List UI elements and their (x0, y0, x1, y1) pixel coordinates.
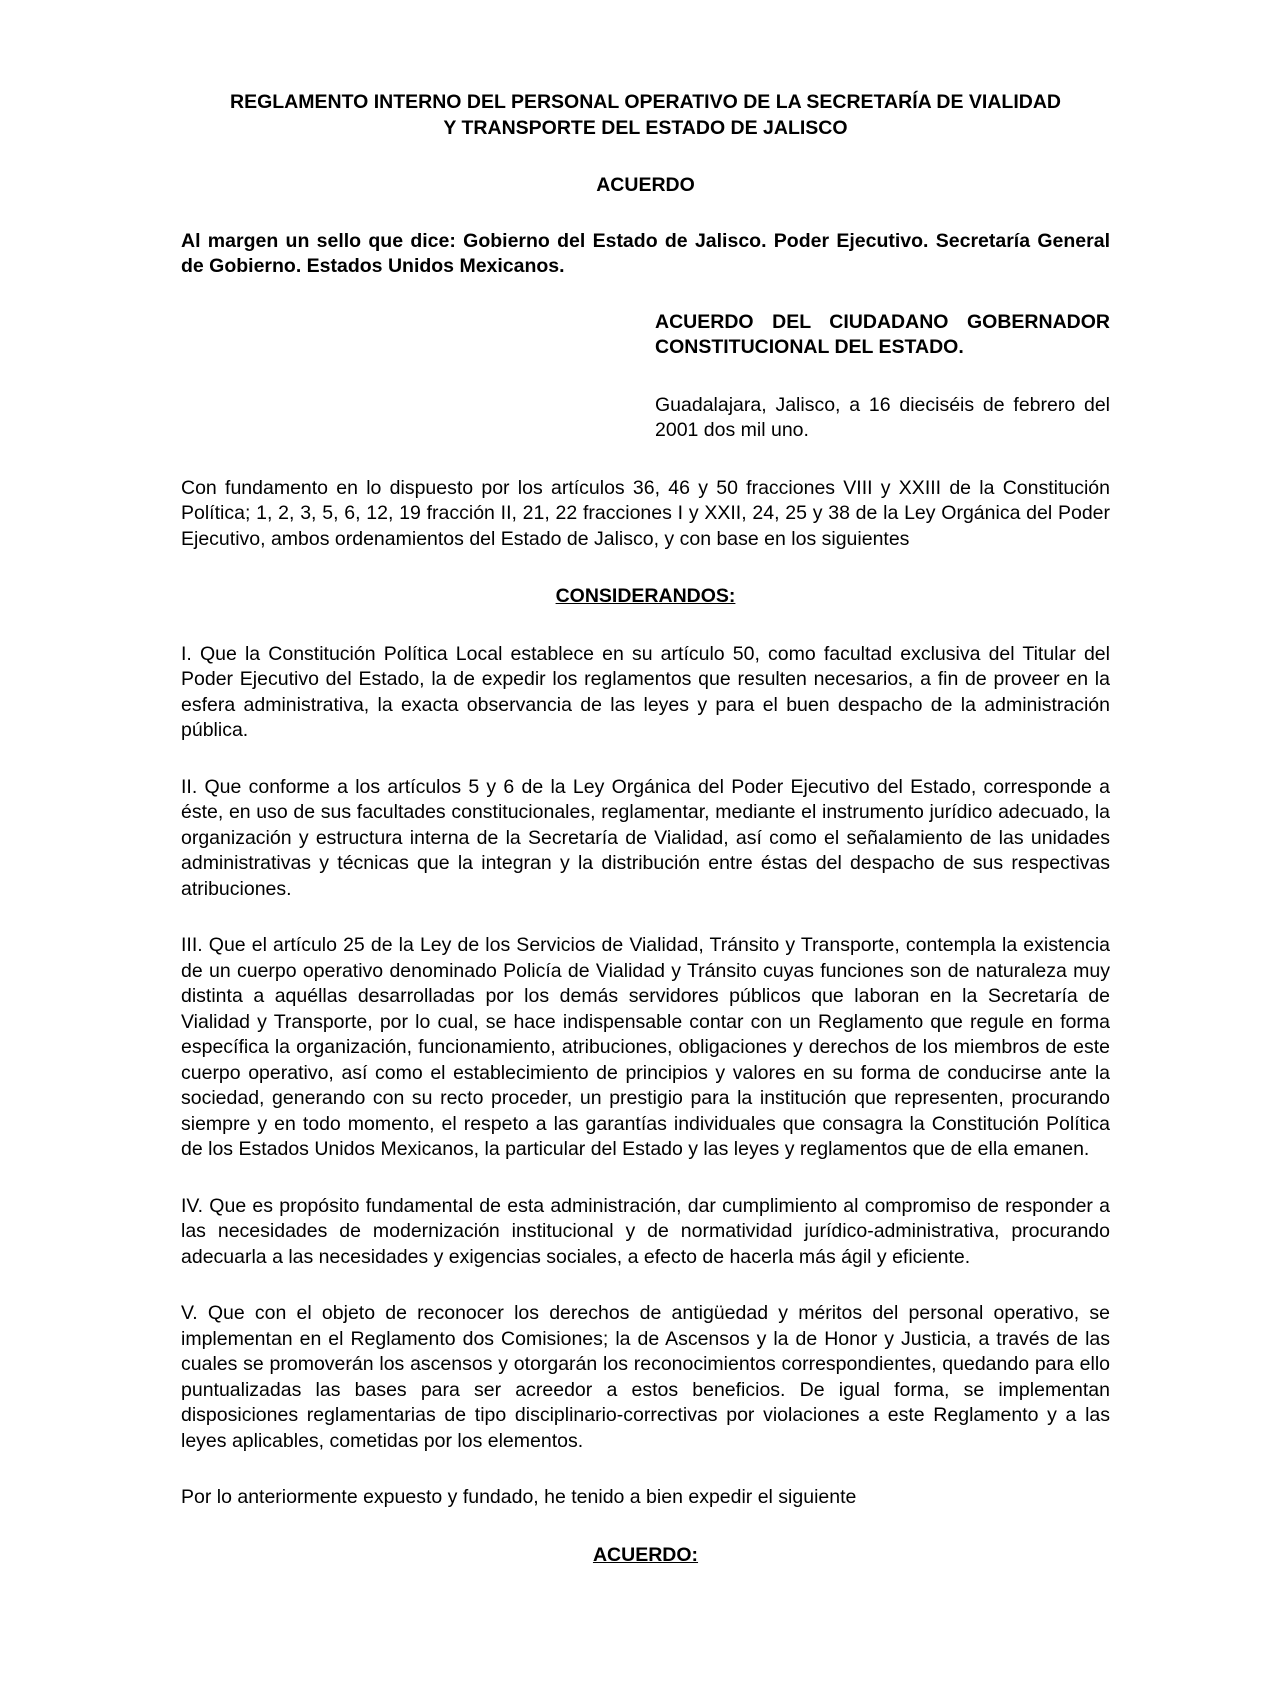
acuerdo-heading: ACUERDO (596, 174, 695, 196)
foundation-paragraph: Con fundamento en lo dispuesto por los artículos 36, 46 y 50 fracciones VIII y XXIII de la Constitución Política; 1, 2, 3, 5, 6, 12, 19 fracción II, 21, 22 fracciones I y XXII, 24, 25 y 38 de la Ley Orgánica del Poder Ejecutivo, ambos ordenamientos del Estado de Jalisco, y con base en los siguientes (181, 476, 1110, 550)
seal-text: Al margen un sello que dice: Gobierno del Estado de Jalisco. Poder Ejecutivo. Secretaría General de Gobierno. Estados Unidos Mexicanos. (181, 229, 1110, 277)
governor-heading: ACUERDO DEL CIUDADANO GOBERNADOR CONSTITUCIONAL DEL ESTADO. (655, 310, 1110, 358)
considerando-4: IV. Que es propósito fundamental de esta administración, dar cumplimiento al compromiso de responder a las necesidades de modernización institucional y de normatividad jurídico-administrativa, procurando adecuarla a las necesidades y exigencias sociales, a efecto de hacerla más ágil y eficiente. (181, 1194, 1110, 1268)
final-acuerdo-heading: ACUERDO: (592, 1543, 699, 1566)
document-page (181, 90, 1110, 1568)
closing-paragraph: Por lo anteriormente expuesto y fundado, he tenido a bien expedir el siguiente (181, 1486, 857, 1508)
considerando-3: III. Que el artículo 25 de la Ley de los Servicios de Vialidad, Tránsito y Transporte, contempla la existencia de un cuerpo operativo denominado Policía de Vialidad y Tránsito cuyas funciones son de naturaleza muy distinta a aquéllas desarrolladas por los demás servidores públicos que laboran en la Secretaría de Vialidad y Transporte, por lo cual, se hace indispensable contar con un Reglamento que regule en forma específica la organización, funcionamiento, atribuciones, obligaciones y derechos de los miembros de este cuerpo operativo, así como el establecimiento de principios y valores en su forma de conducirse ante la sociedad, generando con su recto proceder, un prestigio para la institución que representen, procurando siempre y en todo momento, el respeto a las garantías individuales que consagra la Constitución Política de los Estados Unidos Mexicanos, la particular del Estado y las leyes y reglamentos que de ella emanen. (181, 934, 1110, 1160)
document-title: REGLAMENTO INTERNO DEL PERSONAL OPERATIVO DE LA SECRETARÍA DE VIALIDAD Y TRANSPORTE DEL ESTADO DE JALISCO (230, 91, 1061, 139)
considerandos-heading: CONSIDERANDOS: (555, 585, 736, 607)
considerando-2: II. Que conforme a los artículos 5 y 6 de la Ley Orgánica del Poder Ejecutivo del Estado, corresponde a éste, en uso de sus facultades constitucionales, reglamentar, mediante el instrumento jurídico adecuado, la organización y estructura interna de la Secretaría de Vialidad, así como el señalamiento de las unidades administrativas y técnicas que la integran y la distribución entre éstas del despacho de sus respectivas atribuciones. (181, 775, 1110, 900)
place-date: Guadalajara, Jalisco, a 16 dieciséis de febrero del 2001 dos mil uno. (655, 393, 1110, 441)
considerando-1: I. Que la Constitución Política Local establece en su artículo 50, como facultad exclusiva del Titular del Poder Ejecutivo del Estado, la de expedir los reglamentos que resulten necesarios, a fin de proveer en la esfera administrativa, la exacta observancia de las leyes y para el buen despacho de la administración pública. (181, 642, 1110, 741)
considerando-5: V. Que con el objeto de reconocer los derechos de antigüedad y méritos del personal operativo, se implementan en el Reglamento dos Comisiones; la de Ascensos y la de Honor y Justicia, a través de las cuales se promoverán los ascensos y otorgarán los reconocimientos correspondientes, quedando para ello puntualizadas las bases para ser acreedor a estos beneficios. De igual forma, se implementan disposiciones reglamentarias de tipo disciplinario-correctivas por violaciones a este Reglamento y a las leyes aplicables, cometidas por los elementos. (181, 1302, 1110, 1452)
